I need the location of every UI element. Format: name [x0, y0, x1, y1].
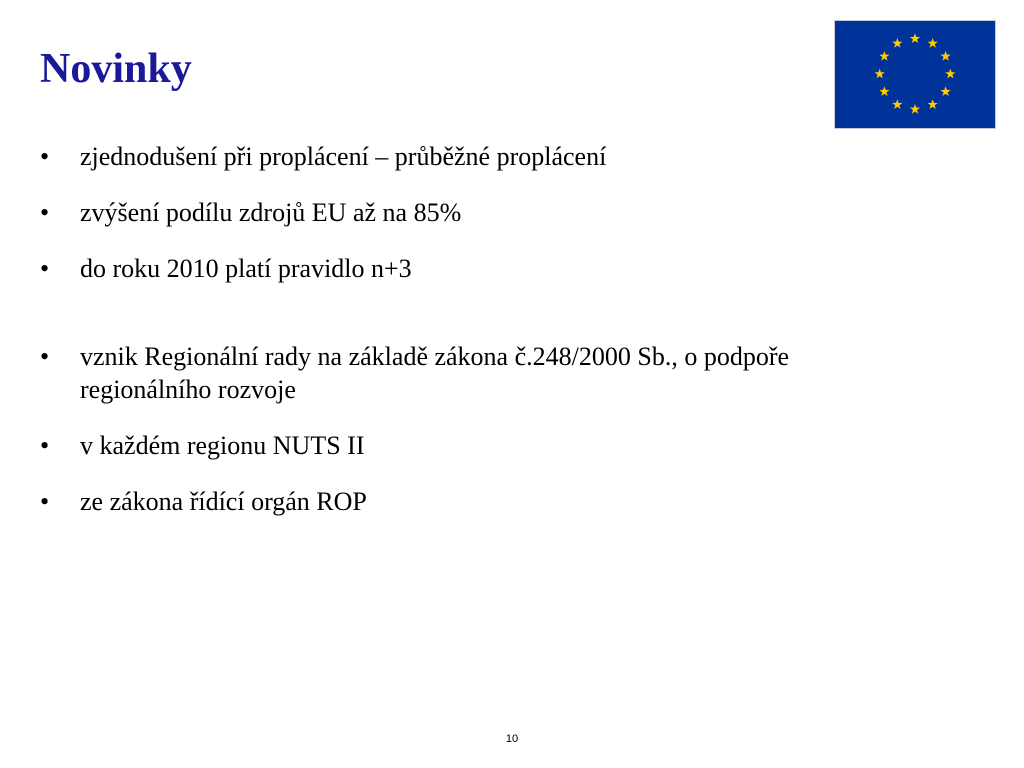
- list-item: [40, 340, 920, 406]
- bullet-text: do roku 2010 platí pravidlo n+3: [80, 254, 412, 283]
- bullet-text: zjednodušení při proplácení – průběžné proplácení: [80, 142, 607, 171]
- bullet-icon: •: [40, 198, 50, 227]
- bullet-icon: •: [40, 142, 50, 171]
- bullet-icon: •: [40, 254, 50, 283]
- bullet-text: vznik Regionální rady na základě zákona č.248/2000 Sb., o podpoře regionálního rozvoje: [80, 342, 790, 404]
- slide-number: 10: [505, 733, 519, 745]
- list-item: [40, 140, 920, 173]
- bullet-text: v každém regionu NUTS II: [80, 431, 365, 460]
- bullet-icon: •: [40, 487, 50, 516]
- bullet-text: zvýšení podílu zdrojů EU až na 85%: [80, 198, 462, 227]
- slide-title: Novinky: [40, 46, 192, 92]
- eu-flag-icon: [834, 20, 996, 129]
- bullet-text: ze zákona řídící orgán ROP: [80, 487, 367, 516]
- list-item: [40, 196, 920, 229]
- list-item: [40, 252, 920, 285]
- bullet-icon: •: [40, 342, 50, 371]
- list-item: [40, 485, 920, 518]
- bullet-icon: •: [40, 431, 50, 460]
- list-item: [40, 429, 920, 462]
- bullet-list: [40, 140, 920, 541]
